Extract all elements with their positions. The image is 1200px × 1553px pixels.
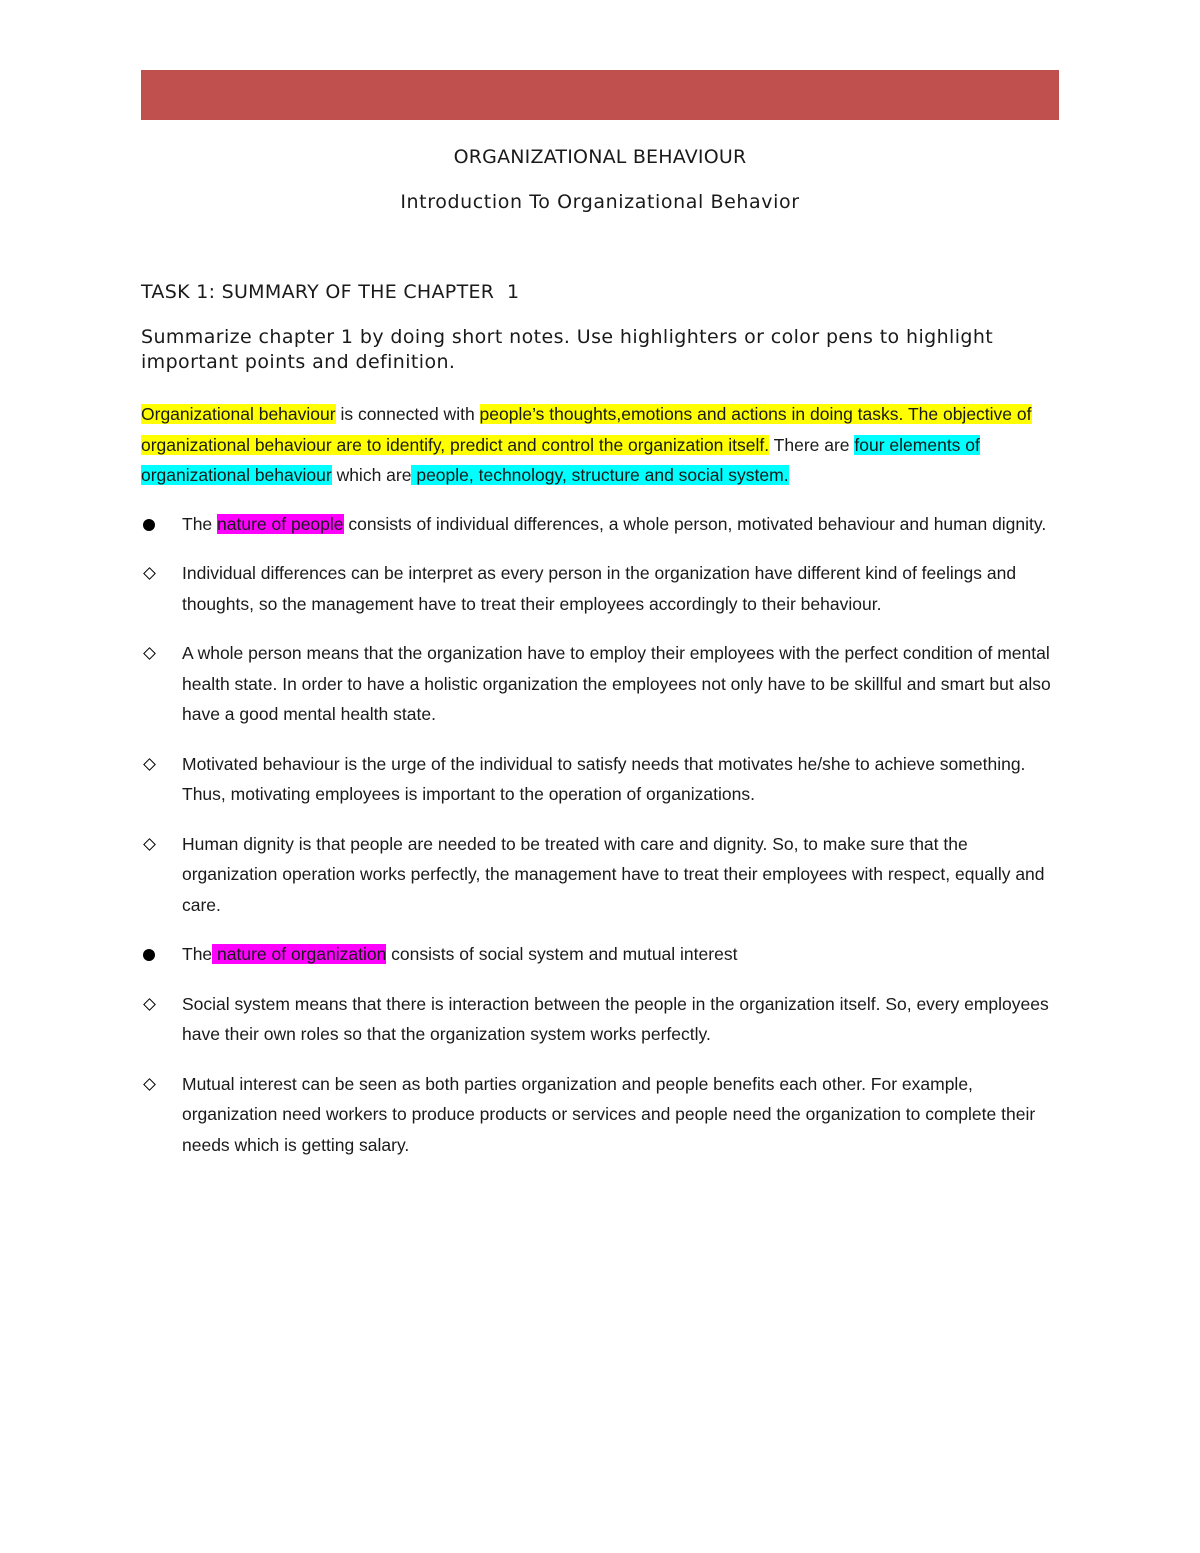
list-item: [141, 989, 1061, 1050]
item-text: Human dignity is that people are needed to be treated with care and dignity. So, to make sure that the organization operation works perfectly, the management have to treat their employees with respect, equally and care.: [182, 833, 1045, 915]
highlight-elements-list: people, technology, structure and social system.: [411, 465, 789, 485]
list-item: [141, 509, 1061, 540]
list-item: [141, 558, 1061, 619]
highlight-nature-of-people: nature of people: [217, 513, 344, 534]
document-subtitle: Introduction To Organizational Behavior: [400, 191, 800, 213]
highlight-four-elements: four elements of organizational behaviour: [141, 434, 980, 485]
bullet-dot-icon: [143, 949, 155, 961]
list-item: [141, 749, 1061, 810]
intro-text: which are: [331, 465, 412, 485]
diamond-bullet-icon: [143, 1078, 156, 1091]
item-text: Motivated behaviour is the urge of the individual to satisfy needs that motivates he/she to achieve something. Thus, motivating employees is important to the operation of organizations.: [182, 753, 1026, 804]
list-item: [141, 829, 1061, 921]
intro-text: is connected with: [335, 404, 480, 424]
diamond-bullet-icon: [143, 647, 156, 660]
item-text: Social system means that there is interaction between the people in the organization itself. So, every employees have their own roles so that the organization system works perfectly.: [182, 993, 1049, 1044]
list-item: [141, 1069, 1061, 1161]
task-instructions: Summarize chapter 1 by doing short notes. Use highlighters or color pens to highlight important points and definition.: [141, 326, 994, 373]
diamond-bullet-icon: [143, 838, 156, 851]
item-text: consists of social system and mutual interest: [386, 944, 738, 964]
document-title: ORGANIZATIONAL BEHAVIOUR: [453, 146, 747, 168]
bullet-dot-icon: [143, 519, 155, 531]
item-text: A whole person means that the organization have to employ their employees with the perfect condition of mental health state. In order to have a holistic organization the employees not only have to be skillful and smart but also have a good mental health state.: [182, 643, 1051, 724]
intro-text: There are: [769, 434, 855, 455]
item-text: consists of individual differences, a whole person, motivated behaviour and human dignity.: [343, 513, 1047, 534]
highlight-ob-term: Organizational behaviour: [141, 404, 336, 424]
task-heading: TASK 1: SUMMARY OF THE CHAPTER 1: [141, 281, 520, 303]
highlight-ob-definition: people’s thoughts,emotions and actions in doing tasks.: [479, 404, 904, 424]
item-text: Mutual interest can be seen as both parties organization and people benefits each other. For example, organization need workers to produce products or services and people need the organization to complete their needs which is getting salary.: [182, 1073, 1036, 1155]
highlight-ob-objective: The objective of organizational behaviour are to identify, predict and control the organization itself.: [141, 404, 1032, 455]
intro-paragraph: [141, 399, 1061, 491]
item-text: The: [182, 513, 218, 534]
item-text: The: [182, 944, 213, 964]
header-color-band: [141, 70, 1059, 120]
diamond-bullet-icon: [143, 758, 156, 771]
list-item: [141, 939, 1061, 970]
highlight-nature-of-organization: nature of organization: [212, 944, 387, 964]
diamond-bullet-icon: [143, 567, 156, 580]
summary-body: [141, 399, 1061, 1179]
diamond-bullet-icon: [143, 998, 156, 1011]
item-text: Individual differences can be interpret as every person in the organization have different kind of feelings and thoughts, so the management have to treat their employees accordingly to their behaviour.: [182, 563, 1017, 614]
list-item: [141, 638, 1061, 730]
